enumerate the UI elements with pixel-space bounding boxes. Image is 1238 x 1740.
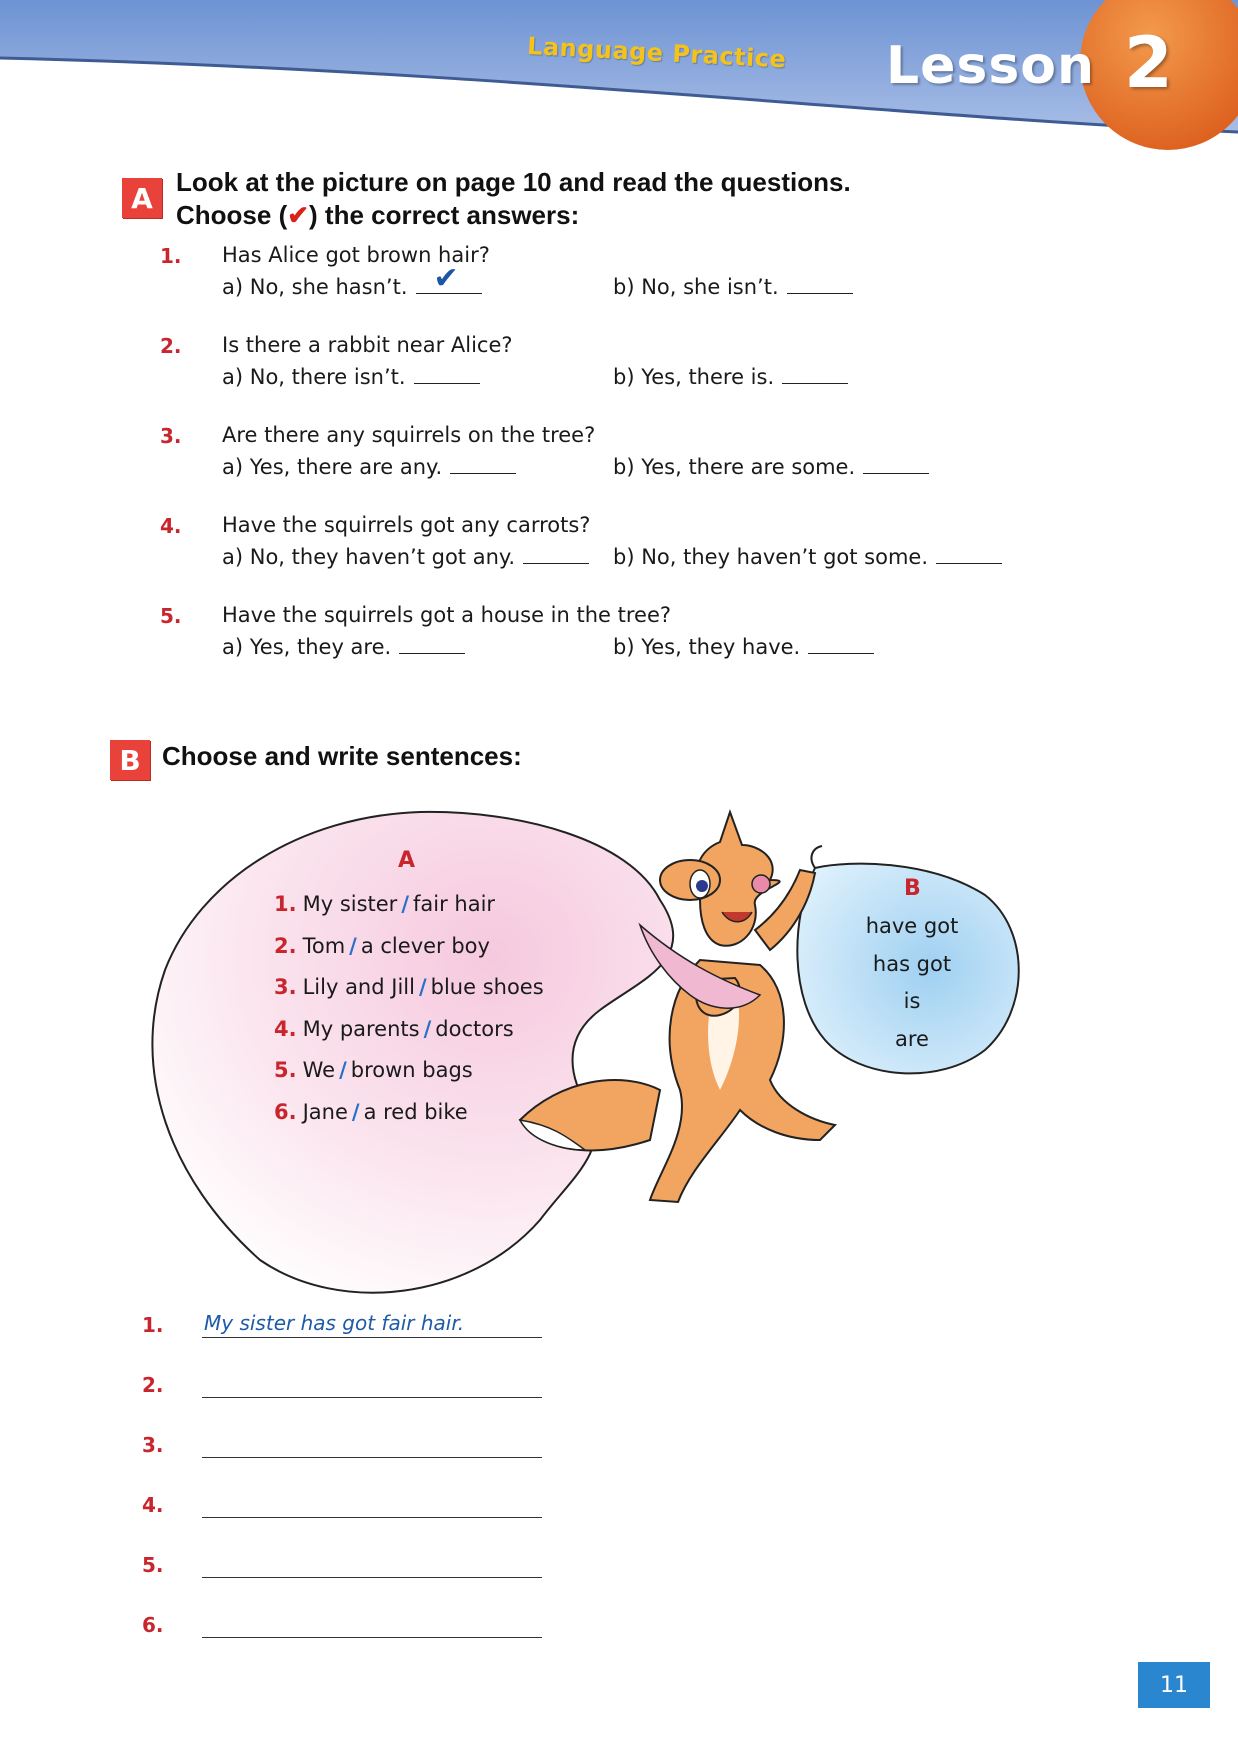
answer-b-blank[interactable]: [936, 543, 1002, 564]
item-object: doctors: [435, 1016, 514, 1041]
answer-number: 4.: [142, 1493, 164, 1517]
lesson-number: 2: [1124, 22, 1173, 104]
answer-b-blank[interactable]: [782, 363, 848, 384]
section-a-instruction: [176, 166, 851, 232]
item-subject: My sister: [302, 892, 398, 916]
section-b-badge: B: [110, 740, 150, 780]
item-object: brown bags: [350, 1058, 473, 1082]
answer-line[interactable]: [202, 1487, 542, 1518]
column-a-item: [274, 1058, 473, 1082]
separator: /: [339, 1058, 347, 1082]
answer-a-blank[interactable]: [450, 453, 516, 474]
question-number: 1.: [160, 244, 182, 268]
instruction-line-1: Look at the picture on page 10 and read the questions.: [176, 167, 851, 197]
example-answer: My sister has got fair hair.: [204, 1311, 465, 1335]
header-subtitle: Language Practice: [526, 32, 788, 74]
answer-b-blank[interactable]: [863, 453, 929, 474]
column-b-word: is: [903, 989, 921, 1013]
separator: /: [401, 892, 409, 916]
item-subject: Jane: [302, 1099, 348, 1124]
item-number: 6.: [274, 1099, 297, 1124]
item-number: 1.: [274, 892, 297, 916]
answer-option-b: b) Yes, there is.: [613, 363, 848, 389]
item-subject: Tom: [302, 933, 346, 958]
item-subject: We: [302, 1058, 336, 1082]
answer-option-a: a) Yes, they are.: [222, 633, 465, 659]
item-object: fair hair: [413, 892, 496, 916]
item-object: blue shoes: [430, 975, 544, 999]
column-b-word: have got: [865, 914, 959, 938]
question-text: Have the squirrels got any carrots?: [222, 513, 591, 537]
item-number: 3.: [274, 975, 297, 999]
answer-a-blank[interactable]: [414, 363, 480, 384]
lesson-label: Lesson: [886, 36, 1096, 96]
answer-option-a: a) No, they haven’t got any.: [222, 543, 589, 569]
column-a-item: [274, 1100, 468, 1124]
question-text: Has Alice got brown hair?: [222, 243, 490, 267]
answer-line[interactable]: [202, 1427, 542, 1458]
answer-a-blank[interactable]: [523, 543, 589, 564]
answer-option-b: b) No, they haven’t got some.: [613, 543, 1002, 569]
question-text: Is there a rabbit near Alice?: [222, 333, 513, 357]
item-number: 4.: [274, 1016, 297, 1041]
answer-number: 3.: [142, 1433, 164, 1457]
answer-option-a: a) No, she hasn’t. ✔: [222, 273, 482, 299]
answer-b-blank[interactable]: [808, 633, 874, 654]
answer-number: 1.: [142, 1313, 164, 1337]
sack-illustration: [0, 790, 1238, 1310]
item-number: 2.: [274, 933, 297, 958]
page-number: 11: [1138, 1662, 1210, 1708]
answer-option-b: b) Yes, they have.: [613, 633, 874, 659]
section-b-instruction: Choose and write sentences:: [162, 741, 522, 771]
answer-a-blank[interactable]: [399, 633, 465, 654]
question-number: 3.: [160, 424, 182, 448]
question-text: Have the squirrels got a house in the tree?: [222, 603, 672, 627]
column-a-item: [274, 975, 544, 999]
section-a-badge: A: [122, 178, 162, 218]
column-a-item: [274, 934, 490, 958]
separator: /: [351, 1099, 360, 1124]
column-a-heading: A: [398, 848, 416, 873]
tick-icon: ✔: [287, 200, 310, 230]
item-subject: My parents: [302, 1016, 420, 1041]
separator: /: [349, 933, 357, 958]
instruction-line-2: Choose (✔) the correct answers:: [176, 200, 580, 230]
answer-number: 6.: [142, 1613, 164, 1637]
answer-option-b: b) No, she isn’t.: [613, 273, 853, 299]
question-text: Are there any squirrels on the tree?: [222, 423, 596, 447]
answer-line[interactable]: [202, 1547, 542, 1578]
column-a-item: [274, 892, 495, 916]
answer-option-a: a) No, there isn’t.: [222, 363, 480, 389]
question-number: 4.: [160, 514, 182, 538]
answer-number: 5.: [142, 1553, 164, 1577]
pink-sack-shape: [152, 812, 673, 1293]
answer-b-blank[interactable]: [787, 273, 853, 294]
answer-number: 2.: [142, 1373, 164, 1397]
answer-option-a: a) Yes, there are any.: [222, 453, 516, 479]
separator: /: [423, 1016, 432, 1041]
check-mark-icon: ✔: [433, 261, 459, 296]
item-object: a clever boy: [360, 933, 490, 958]
answer-line[interactable]: [202, 1307, 542, 1338]
column-b-heading: B: [904, 876, 921, 901]
answer-option-b: b) Yes, there are some.: [613, 453, 929, 479]
column-a-item: [274, 1017, 514, 1041]
separator: /: [418, 975, 427, 999]
item-object: a red bike: [363, 1099, 468, 1124]
answer-line[interactable]: [202, 1607, 542, 1638]
item-number: 5.: [274, 1058, 297, 1082]
column-b-word: are: [895, 1026, 929, 1051]
answer-a-blank[interactable]: [416, 261, 482, 296]
question-number: 5.: [160, 604, 182, 628]
item-subject: Lily and Jill: [302, 975, 415, 999]
column-b-word: has got: [872, 951, 952, 976]
question-number: 2.: [160, 334, 182, 358]
answer-line[interactable]: [202, 1367, 542, 1398]
